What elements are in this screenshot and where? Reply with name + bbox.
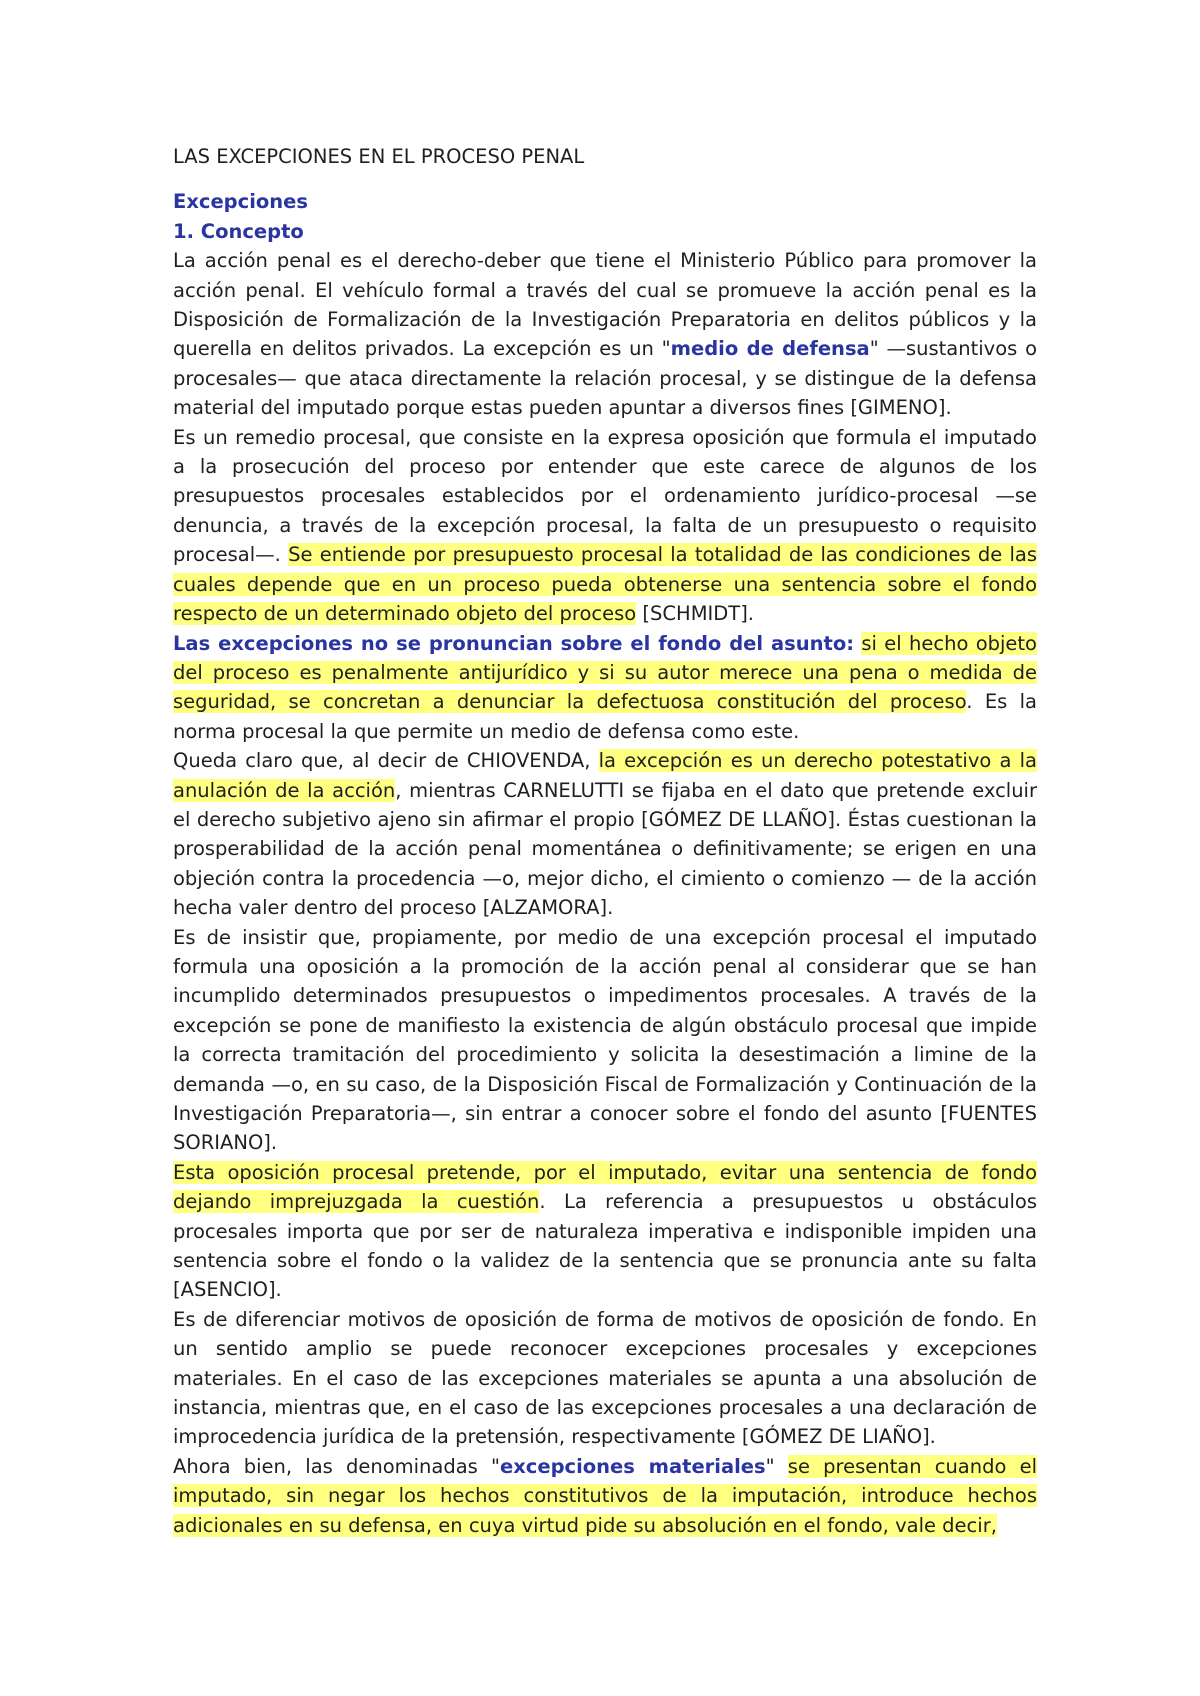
document-title: LAS EXCEPCIONES EN EL PROCESO PENAL [173,145,585,168]
paragraph-text: . La referencia a presupuestos u obstáculos procesales importa que por ser de naturaleza imperativa e indisponible impiden una sentencia sobre el fondo o la validez de la sentencia que se pronuncia ante su falta [ASENCIO]. [173,1190,1037,1302]
paragraph [173,423,1037,629]
subsection-heading: 1. Concepto [173,219,304,243]
emphasized-term: excepciones materiales [499,1454,766,1478]
paragraph-text: La acción penal es el derecho-deber que tiene el Ministerio Público para promover la acción penal. El vehículo formal a través del cual se promueve la acción penal es la Disposición de Formalización de la Investigación Preparatoria en delitos públicos y la querella en delitos privados. La excepción es un " [173,249,1037,361]
paragraph-text: " —sustantivos o procesales— que ataca directamente la relación procesal, y se distingue de la defensa material del imputado porque estas pueden apuntar a diversos fines [GIMENO]. [173,337,1038,420]
paragraph [173,746,1037,922]
paragraph [173,246,1037,422]
paragraph-text: Es de insistir que, propiamente, por medio de una excepción procesal el imputado formula una oposición a la promoción de la acción penal al considerar que se han incumplido determinados presupuestos o impedimentos procesales. A través de la excepción se pone de manifiesto la existencia de algún obstáculo procesal que impide la correcta tramitación del procedimiento y solicita la desestimación a limine de la demanda —o, en su caso, de la Disposición Fiscal de Formalización y Continuación de la Investigación Preparatoria—, sin entrar a conocer sobre el fondo del asunto [FUENTES SORIANO]. [173,925,1037,1155]
highlighted-text: Esta oposición procesal pretende, por el imputado, evitar una sentencia de fondo dejando imprejuzgada la cuestión [173,1160,1037,1214]
paragraph-text: Queda claro que, al decir de CHIOVENDA, [173,749,599,773]
highlighted-text: Se entiende por presupuesto procesal la totalidad de las condiciones de las cuales depende que en un proceso pueda obtenerse una sentencia sobre el fondo respecto de un determinado objeto del proceso [173,543,1037,626]
paragraph-text: , mientras CARNELUTTI se fijaba en el dato que pretende excluir el derecho subjetivo ajeno sin afirmar el propio [GÓMEZ DE LLAÑO]. Éstas cuestionan la prosperabilidad de la acción penal momentánea o definitivamente; se erigen en una objeción contra la procedencia —o, mejor dicho, el cimiento o comienzo — de la acción hecha valer dentro del proceso [ALZAMORA]. [173,778,1037,920]
paragraph [173,1452,1037,1540]
highlighted-text: si el hecho objeto del proceso es penalmente antijurídico y si su autor merece una pena o medida de seguridad, se concretan a denunciar la defectuosa constitución del proceso [173,631,1037,714]
paragraph-text: Ahora bien, las denominadas " [173,1454,500,1478]
paragraph [173,1158,1037,1305]
paragraph [173,1305,1037,1452]
emphasized-term: medio de defensa [670,337,870,361]
highlighted-text: la excepción es un derecho potestativo a la anulación de la acción [173,749,1037,802]
paragraph-text: Es un remedio procesal, que consiste en la expresa oposición que formula el imputado a la prosecución del proceso por entender que este carece de algunos de los presupuestos procesales establecidos por el ordenamiento jurídico-procesal —se denuncia, a través de la excepción procesal, la falta de un presupuesto o requisito procesal—. [173,425,1037,567]
paragraph-text: . Es la norma procesal la que permite un medio de defensa como este. [173,690,1037,743]
emphasized-term: Las excepciones no se pronuncian sobre el fondo del asunto: [173,631,855,655]
paragraph [173,629,1037,747]
paragraph-text: Es de diferenciar motivos de oposición de forma de motivos de oposición de fondo. En un sentido amplio se puede reconocer excepciones procesales y excepciones materiales. En el caso de las excepciones materiales se apunta a una absolución de instancia, mientras que, en el caso de las excepciones procesales a una declaración de improcedencia jurídica de la pretensión, respectivamente [GÓMEZ DE LIAÑO]. [173,1307,1037,1449]
highlighted-text: se presentan cuando el imputado, sin negar los hechos constitutivos de la imputación, introduce hechos adicionales en su defensa, en cuya virtud pide su absolución en el fondo, vale decir, [173,1454,1037,1537]
paragraphs [173,246,1037,1540]
section-heading: Excepciones [173,190,308,214]
paragraph-text: " [765,1454,788,1478]
paragraph [173,923,1037,1158]
paragraph-text: [SCHMIDT]. [636,602,755,626]
document-body [173,142,1037,1540]
